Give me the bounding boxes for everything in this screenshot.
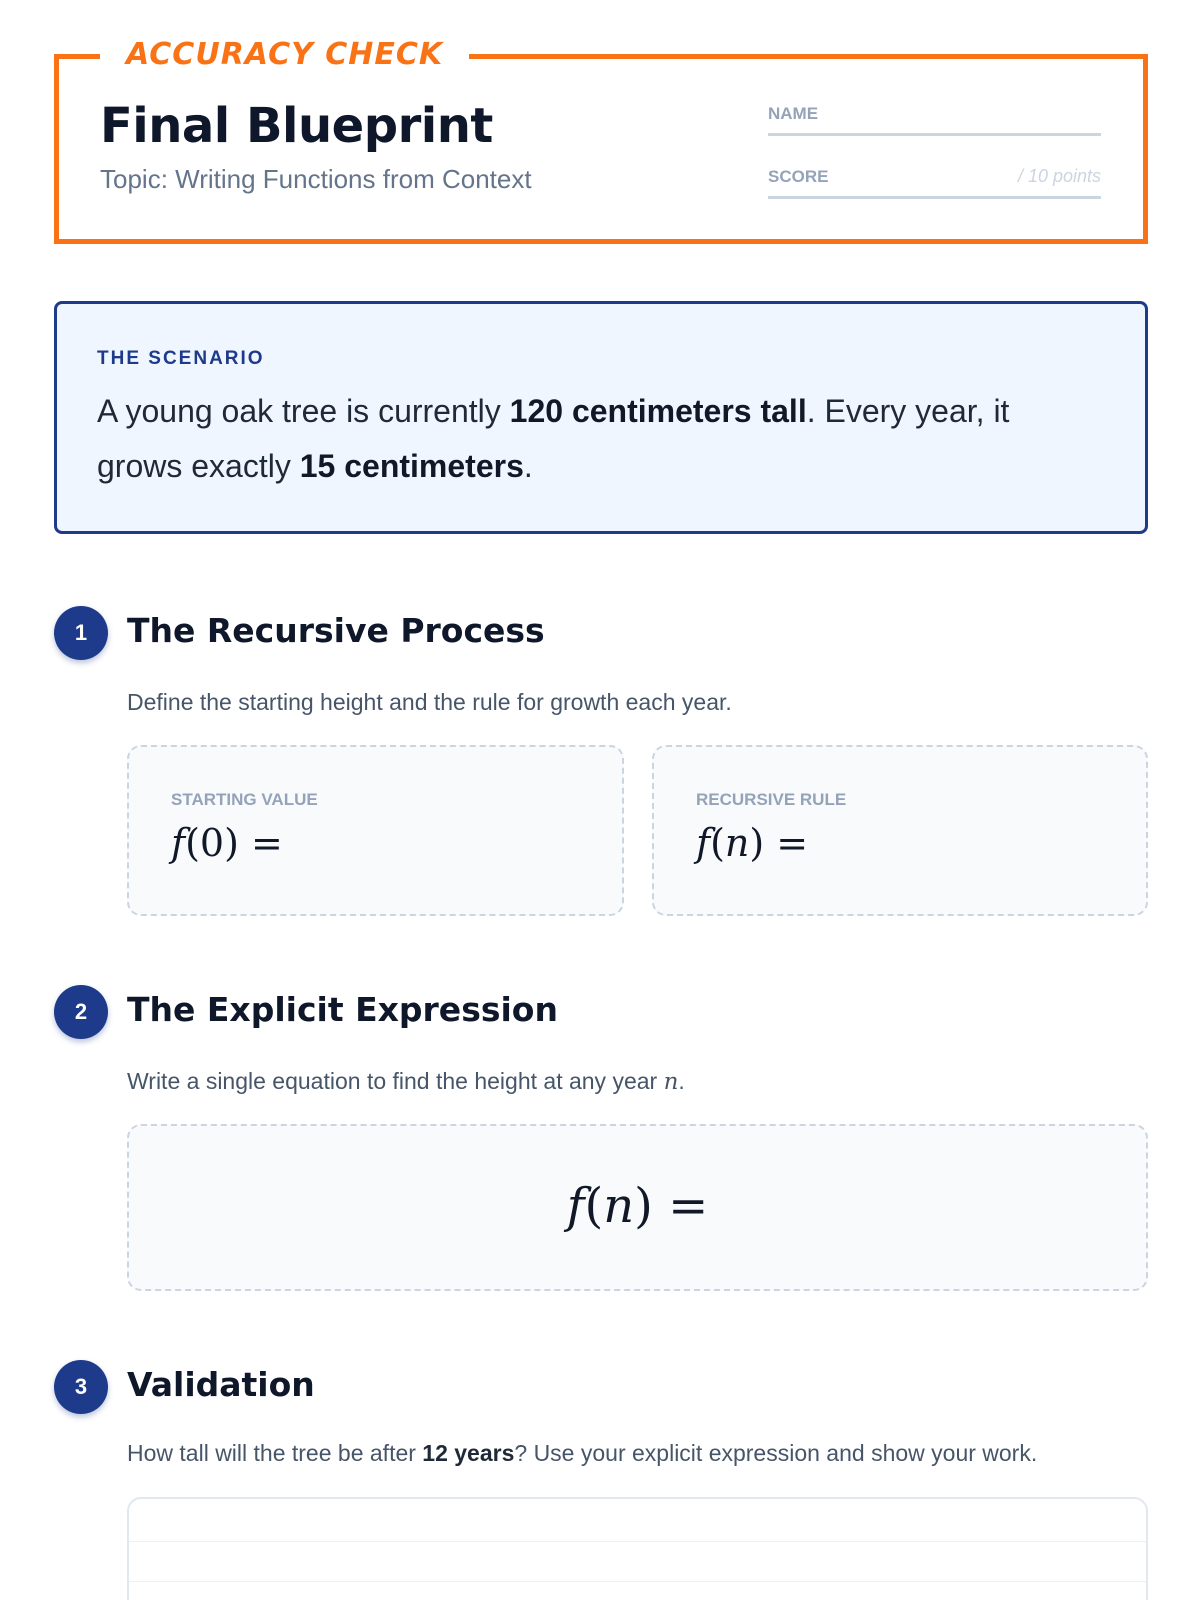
scenario-height: 120 centimeters tall bbox=[509, 393, 807, 429]
math-equals: = bbox=[668, 1178, 709, 1234]
description-variable: n bbox=[663, 1069, 679, 1095]
scenario-text-part: . bbox=[523, 448, 533, 484]
badge-text: ACCURACY CHECK bbox=[126, 37, 444, 72]
description-text: How tall will the tree be after bbox=[127, 1440, 423, 1466]
section-number-1: 1 bbox=[54, 606, 108, 660]
work-area[interactable] bbox=[127, 1497, 1148, 1600]
recursive-rule-equation: f(n) = bbox=[696, 821, 809, 865]
score-label: SCORE bbox=[768, 167, 829, 186]
work-line bbox=[129, 1541, 1146, 1542]
description-text: . bbox=[678, 1068, 685, 1094]
accuracy-check-badge bbox=[100, 34, 469, 76]
scenario-card bbox=[54, 301, 1148, 534]
section-description: Define the starting height and the rule for growth each year. bbox=[127, 689, 732, 715]
section-number-3: 3 bbox=[54, 1360, 108, 1414]
scenario-text-part: A young oak tree is currently bbox=[97, 393, 510, 429]
math-equals: = bbox=[776, 821, 809, 865]
starting-value-equation: f(0) = bbox=[171, 821, 283, 865]
math-arg: 0 bbox=[199, 821, 225, 865]
section-title-recursive: The Recursive Process bbox=[127, 611, 545, 650]
recursive-rule-box[interactable] bbox=[652, 745, 1148, 916]
section-number-2: 2 bbox=[54, 985, 108, 1039]
description-text: ? Use your explicit expression and show your work. bbox=[514, 1440, 1038, 1466]
work-line bbox=[129, 1581, 1146, 1582]
scenario-growth: 15 centimeters bbox=[299, 448, 524, 484]
math-equals: = bbox=[251, 821, 283, 865]
explicit-equation: f(n) = bbox=[566, 1178, 709, 1234]
math-func: f bbox=[566, 1178, 585, 1234]
section-description bbox=[127, 1068, 685, 1095]
math-arg: n bbox=[724, 821, 750, 865]
scenario-text bbox=[97, 384, 1097, 494]
score-hint: / 10 points bbox=[1017, 166, 1101, 186]
section-title-validation: Validation bbox=[127, 1365, 315, 1404]
starting-value-label: STARTING VALUE bbox=[171, 790, 318, 809]
explicit-expression-box[interactable] bbox=[127, 1124, 1148, 1291]
section-title-explicit: The Explicit Expression bbox=[127, 990, 558, 1029]
name-label: NAME bbox=[768, 104, 819, 123]
page-title: Final Blueprint bbox=[100, 98, 493, 154]
recursive-rule-label: RECURSIVE RULE bbox=[696, 790, 847, 809]
math-func: f bbox=[696, 821, 711, 865]
math-func: f bbox=[171, 821, 186, 865]
scenario-label: THE SCENARIO bbox=[97, 348, 265, 369]
math-arg: n bbox=[603, 1178, 635, 1234]
name-field[interactable] bbox=[768, 102, 1101, 136]
starting-value-box[interactable] bbox=[127, 745, 624, 916]
description-years: 12 years bbox=[422, 1440, 515, 1466]
description-text: Write a single equation to find the height at any year bbox=[127, 1068, 664, 1094]
page-subtitle: Topic: Writing Functions from Context bbox=[100, 164, 532, 194]
scenario-text-part: . Every year, it grows exactly bbox=[97, 393, 1010, 484]
score-field[interactable] bbox=[768, 165, 1101, 199]
section-description bbox=[127, 1440, 1037, 1467]
